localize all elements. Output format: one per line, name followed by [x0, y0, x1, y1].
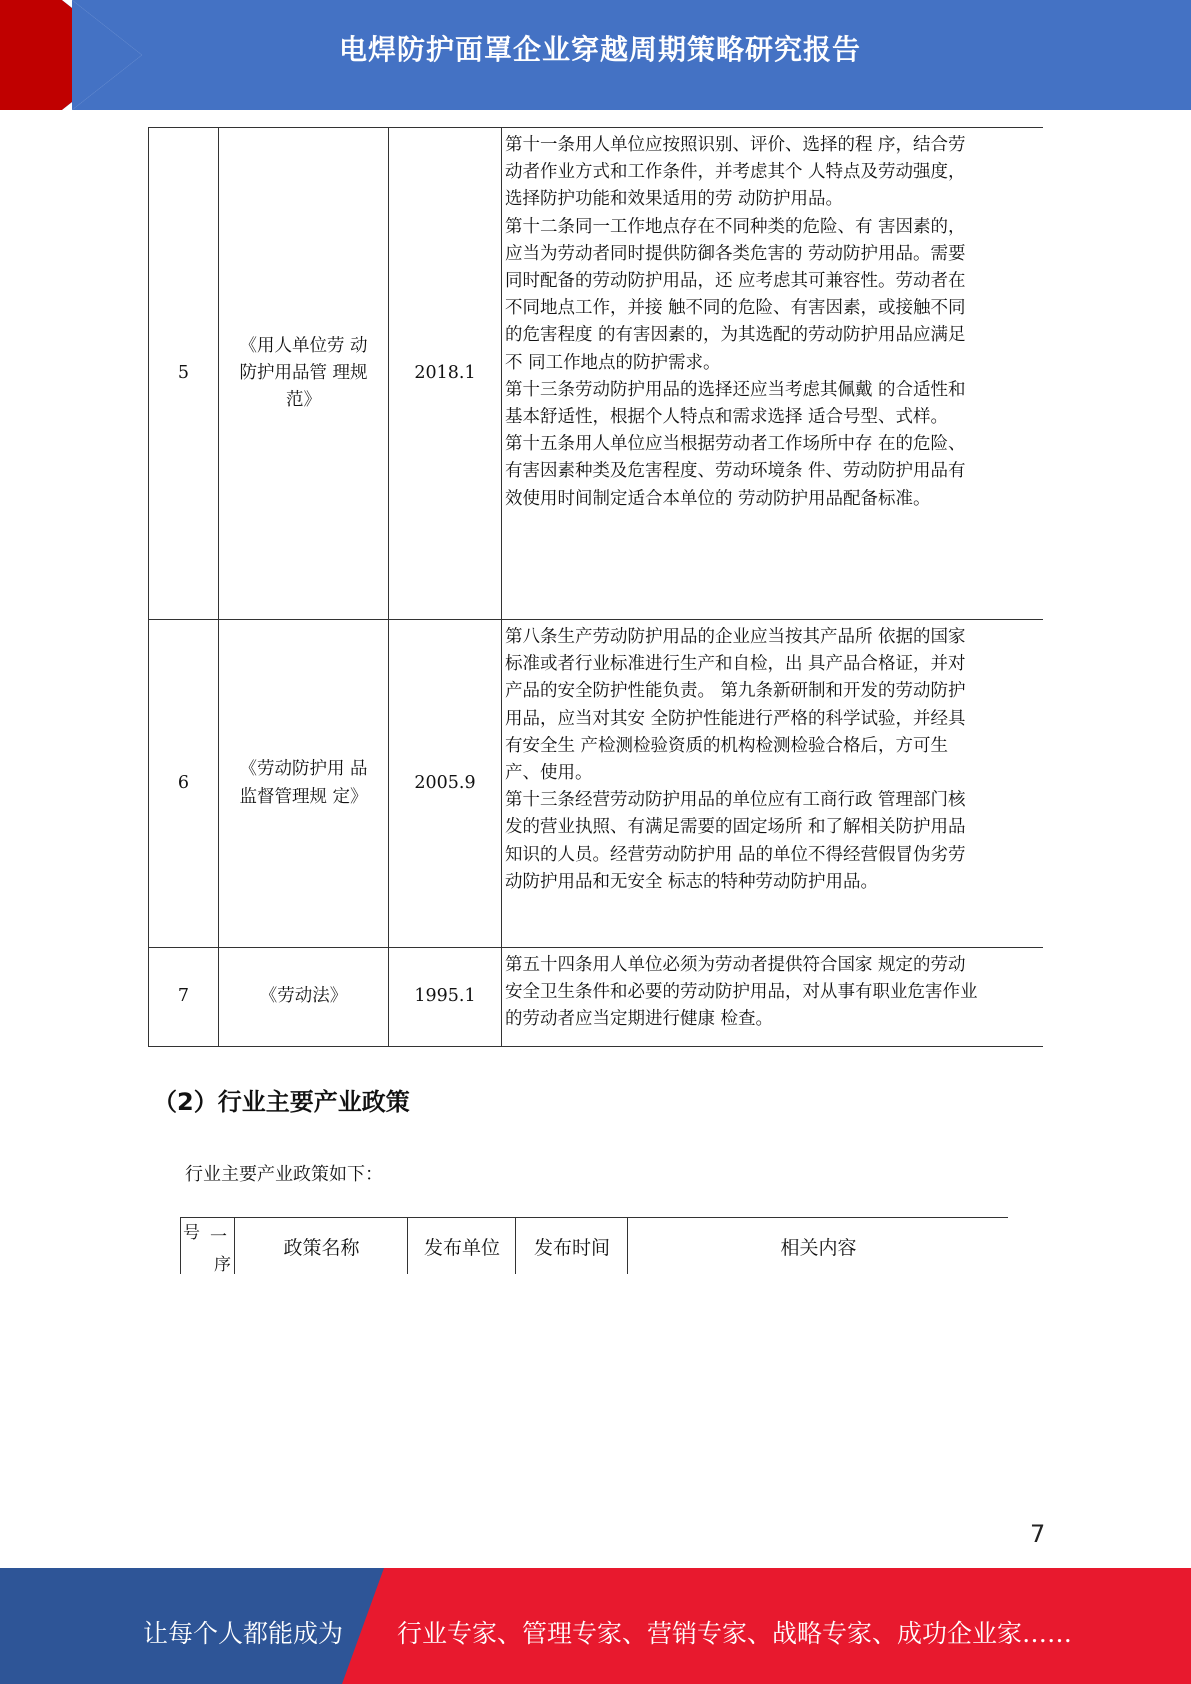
header-issuer: 发布单位	[407, 1218, 516, 1274]
content-line: 第十一条用人单位应按照识别、评价、选择的程 序，结合劳	[505, 135, 966, 155]
content-line: 第八条生产劳动防护用品的企业应当按其产品所 依据的国家	[505, 627, 966, 647]
regulation-date: 2018.1	[389, 128, 502, 620]
name-line: 范》	[286, 390, 321, 411]
footer-slogan-left: 让每个人都能成为	[143, 1619, 344, 1648]
content-line: 第十五条用人单位应当根据劳动者工作场所中存 在的危险、	[505, 434, 966, 455]
regulation-content	[502, 620, 1043, 948]
content-line: 产、使用。	[505, 763, 593, 784]
header-content: 相关内容	[627, 1218, 1009, 1274]
content-line: 同时配备的劳动防护用品，还 应考虑其可兼容性。劳动者在	[505, 271, 966, 292]
content-line: 不同地点工作，并接 触不同的危险、有害因素，或接触不同	[505, 298, 966, 319]
regulation-name	[219, 620, 389, 948]
content-line: 的危害程度 的有害因素的，为其选配的劳动防护用品应满足	[505, 325, 966, 346]
content-line: 产品的安全防护性能负责。 第九条新研制和开发的劳动防护	[505, 681, 966, 702]
header-issue-date: 发布时间	[515, 1218, 628, 1274]
content-line: 标准或者行业标准进行生产和自检，出 具产品合格证，并对	[505, 654, 966, 675]
content-line: 第十三条经营劳动防护用品的单位应有工商行政 管理部门核	[505, 790, 966, 811]
name-line: 《劳动防护用 品	[239, 759, 368, 780]
name-line: 《劳动法》	[259, 986, 348, 1007]
content-line: 有安全生 产检测检验资质的机构检测检验合格后，方可生	[505, 735, 949, 756]
header-policy-name: 政策名称	[234, 1218, 408, 1274]
name-line: 《用人单位劳 动	[239, 335, 368, 356]
row-seq: 6	[149, 620, 219, 948]
content-line: 第五十四条用人单位必须为劳动者提供符合国家 规定的劳动	[505, 955, 966, 975]
content-line: 的劳动者应当定期进行健康 检查。	[505, 1009, 774, 1030]
content-line: 发的营业执照、有满足需要的固定场所 和了解相关防护用品	[505, 817, 966, 838]
regulation-name	[219, 128, 389, 620]
header-band	[0, 0, 1191, 110]
regulation-content	[502, 128, 1043, 620]
header-seq-part: 号	[183, 1223, 200, 1243]
row-seq: 5	[149, 128, 219, 620]
content-line: 不 同工作地点的防护需求。	[505, 352, 721, 373]
content-line: 知识的人员。经营劳动防护用 品的单位不得经营假冒伪劣劳	[505, 844, 966, 865]
name-line: 监督管理规 定》	[239, 786, 368, 807]
section-intro: 行业主要产业政策如下：	[185, 1164, 383, 1185]
policy-table-header	[180, 1217, 1008, 1274]
content-line: 效使用时间制定适合本单位的 劳动防护用品配备标准。	[505, 488, 931, 509]
content-line: 动者作业方式和工作条件，并考虑其个 人特点及劳动强度，	[505, 162, 966, 183]
table-row	[149, 948, 1043, 1047]
regulations-table	[148, 127, 1043, 1047]
content-line: 有害因素种类及危害程度、劳动环境条 件、劳动防护用品有	[505, 461, 966, 482]
row-seq: 7	[149, 948, 219, 1047]
regulation-content	[502, 948, 1043, 1047]
footer-slogan-right: 行业专家、管理专家、营销专家、战略专家、成功企业家……	[397, 1619, 1073, 1648]
regulation-date: 2005.9	[389, 620, 502, 948]
content-line: 选择防护功能和效果适用的劳 动防护用品。	[505, 189, 844, 210]
report-title: 电焊防护面罩企业穿越周期策略研究报告	[338, 33, 861, 66]
content-line: 安全卫生条件和必要的劳动防护用品，对从事有职业危害作业	[505, 982, 978, 1003]
name-line: 防护用品管 理规	[239, 362, 368, 383]
table-row	[149, 620, 1043, 948]
content-line: 第十三条劳动防护用品的选择还应当考虑其佩戴 的合适性和	[505, 379, 966, 400]
table-row	[149, 128, 1043, 620]
content-line: 基本舒适性，根据个人特点和需求选择 适合号型、式样。	[505, 407, 949, 428]
header-seq-part: 一	[210, 1227, 227, 1247]
regulation-date: 1995.1	[389, 948, 502, 1047]
page-number: 7	[1030, 1520, 1046, 1548]
section-heading: （2）行业主要产业政策	[153, 1088, 410, 1116]
content-line: 第十二条同一工作地点存在不同种类的危险、有 害因素的，	[505, 216, 966, 237]
header-seq-part: 序	[214, 1255, 231, 1275]
header-seq	[180, 1218, 235, 1274]
content-line: 应当为劳动者同时提供防御各类危害的 劳动防护用品。需要	[505, 243, 966, 264]
content-line: 用品，应当对其安 全防护性能进行严格的科学试验，并经具	[505, 708, 966, 729]
regulation-name	[219, 948, 389, 1047]
content-line: 动防护用品和无安全 标志的特种劳动防护用品。	[505, 871, 879, 892]
